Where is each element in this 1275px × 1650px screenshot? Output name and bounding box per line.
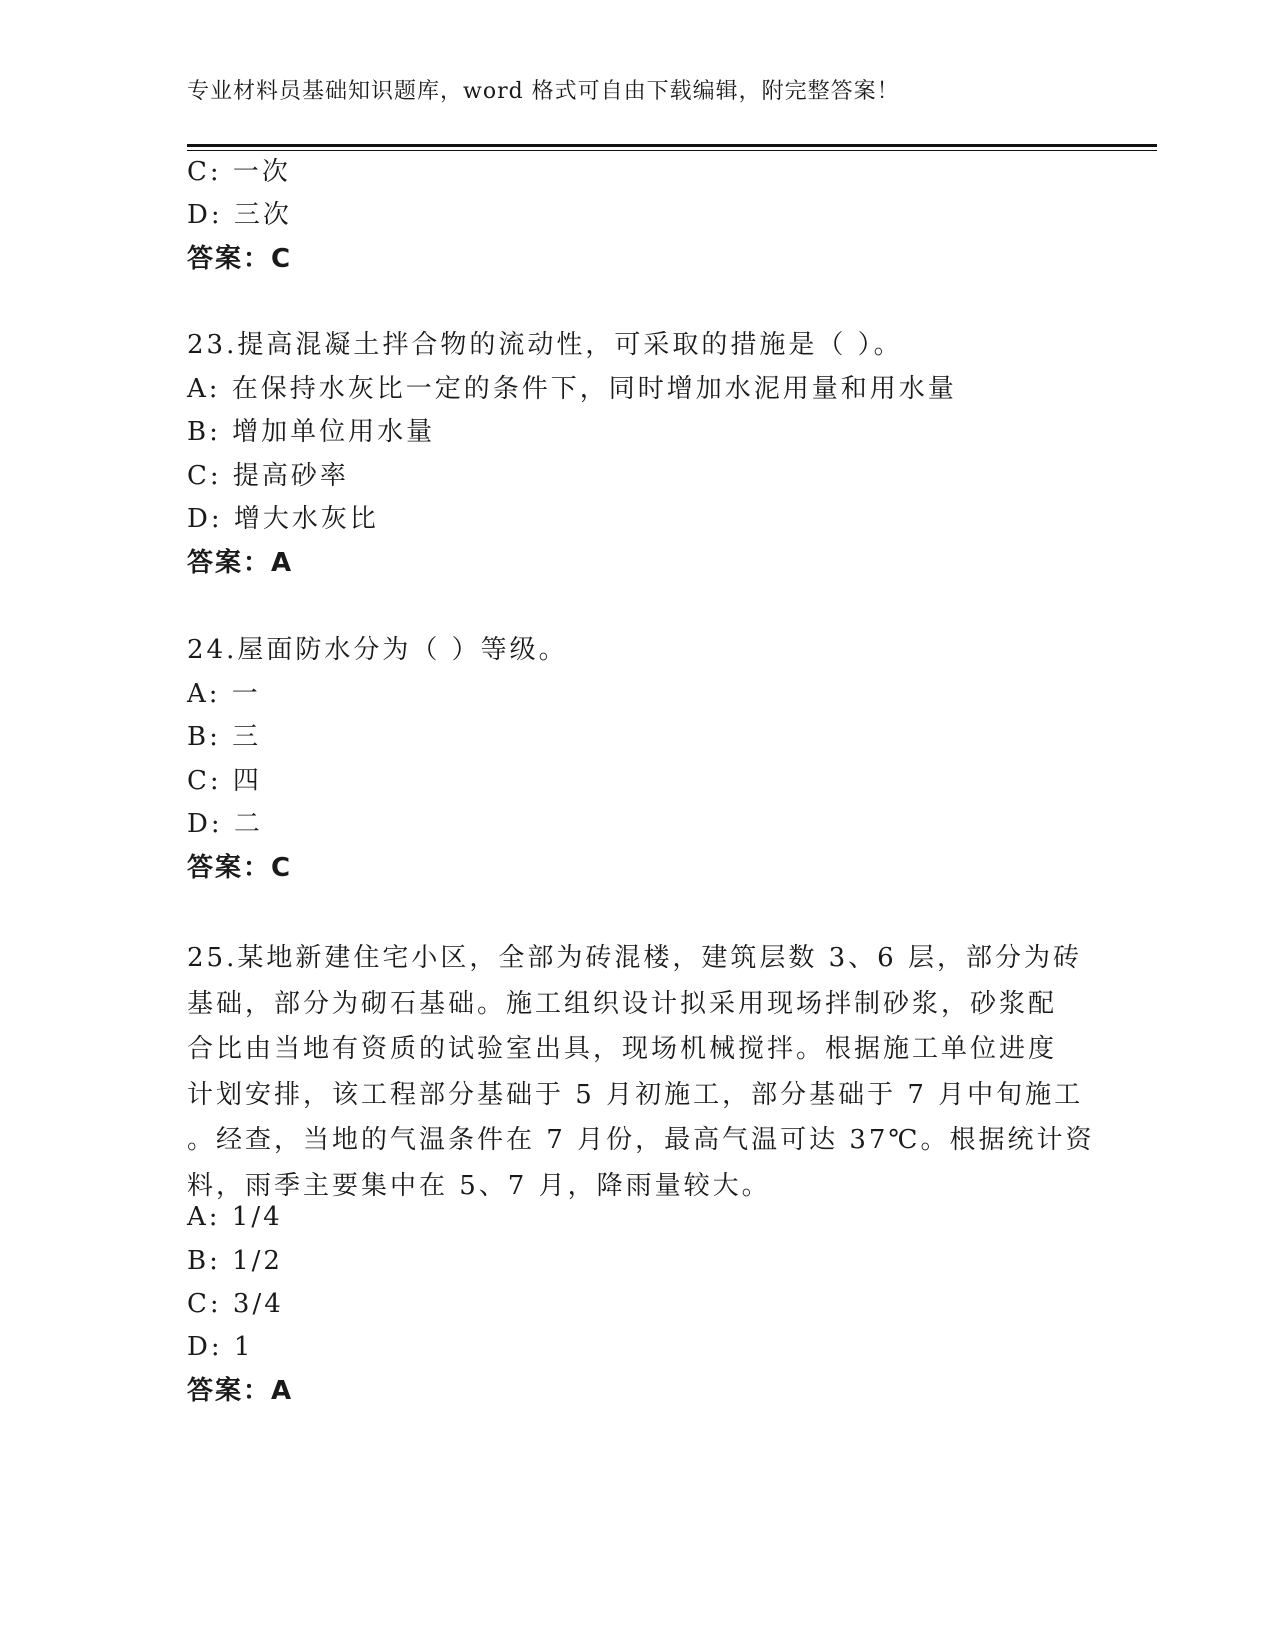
header-rule-thick [187, 144, 1157, 147]
q24-option-d: D: 二 [187, 809, 263, 839]
page-header: 专业材料员基础知识题库，word 格式可自由下载编辑，附完整答案！ [187, 79, 900, 104]
q25-answer: 答案：A [187, 1376, 294, 1406]
q23-answer: 答案：A [187, 548, 294, 578]
q25-stem-line: 基础，部分为砌石基础。施工组织设计拟采用现场拌制砂浆，砂浆配 [187, 988, 1058, 1019]
q25-option-a: A: 1/4 [187, 1202, 283, 1232]
q25-option-c: C: 3/4 [187, 1289, 284, 1319]
q22-option-d: D: 三次 [187, 200, 292, 230]
q25-stem-line: 。经查，当地的气温条件在 7 月份，最高气温可达 37℃。根据统计资 [187, 1125, 1095, 1155]
q24-answer: 答案：C [187, 853, 293, 883]
q24-stem: 24.屋面防水分为（ ）等级。 [187, 635, 568, 665]
q23-option-b: B: 增加单位用水量 [187, 417, 436, 447]
q25-stem-line: 合比由当地有资质的试验室出具，现场机械搅拌。根据施工单位进度 [187, 1034, 1058, 1064]
q23-option-c: C: 提高砂率 [187, 461, 349, 491]
q25-stem-line: 料，雨季主要集中在 5、7 月，降雨量较大。 [187, 1170, 771, 1201]
q24-option-a: A: 一 [187, 679, 261, 709]
q25-option-d: D: 1 [187, 1332, 254, 1362]
q23-option-d: D: 增大水灰比 [187, 504, 379, 534]
q24-option-c: C: 四 [187, 766, 262, 796]
q22-answer: 答案：C [187, 244, 293, 274]
q25-stem [187, 936, 1095, 1209]
q24-option-b: B: 三 [187, 722, 262, 752]
q22-option-c: C: 一次 [187, 157, 291, 187]
q25-stem-line: 25.某地新建住宅小区，全部为砖混楼，建筑层数 3、6 层，部分为砖 [187, 943, 1082, 973]
q23-stem: 23.提高混凝土拌合物的流动性，可采取的措施是（ ）。 [187, 330, 903, 360]
header-rule-thin [187, 150, 1157, 151]
q25-option-b: B: 1/2 [187, 1246, 283, 1276]
q23-option-a: A: 在保持水灰比一定的条件下，同时增加水泥用量和用水量 [187, 374, 957, 404]
q25-stem-line: 计划安排，该工程部分基础于 5 月初施工，部分基础于 7 月中旬施工 [187, 1079, 1084, 1110]
